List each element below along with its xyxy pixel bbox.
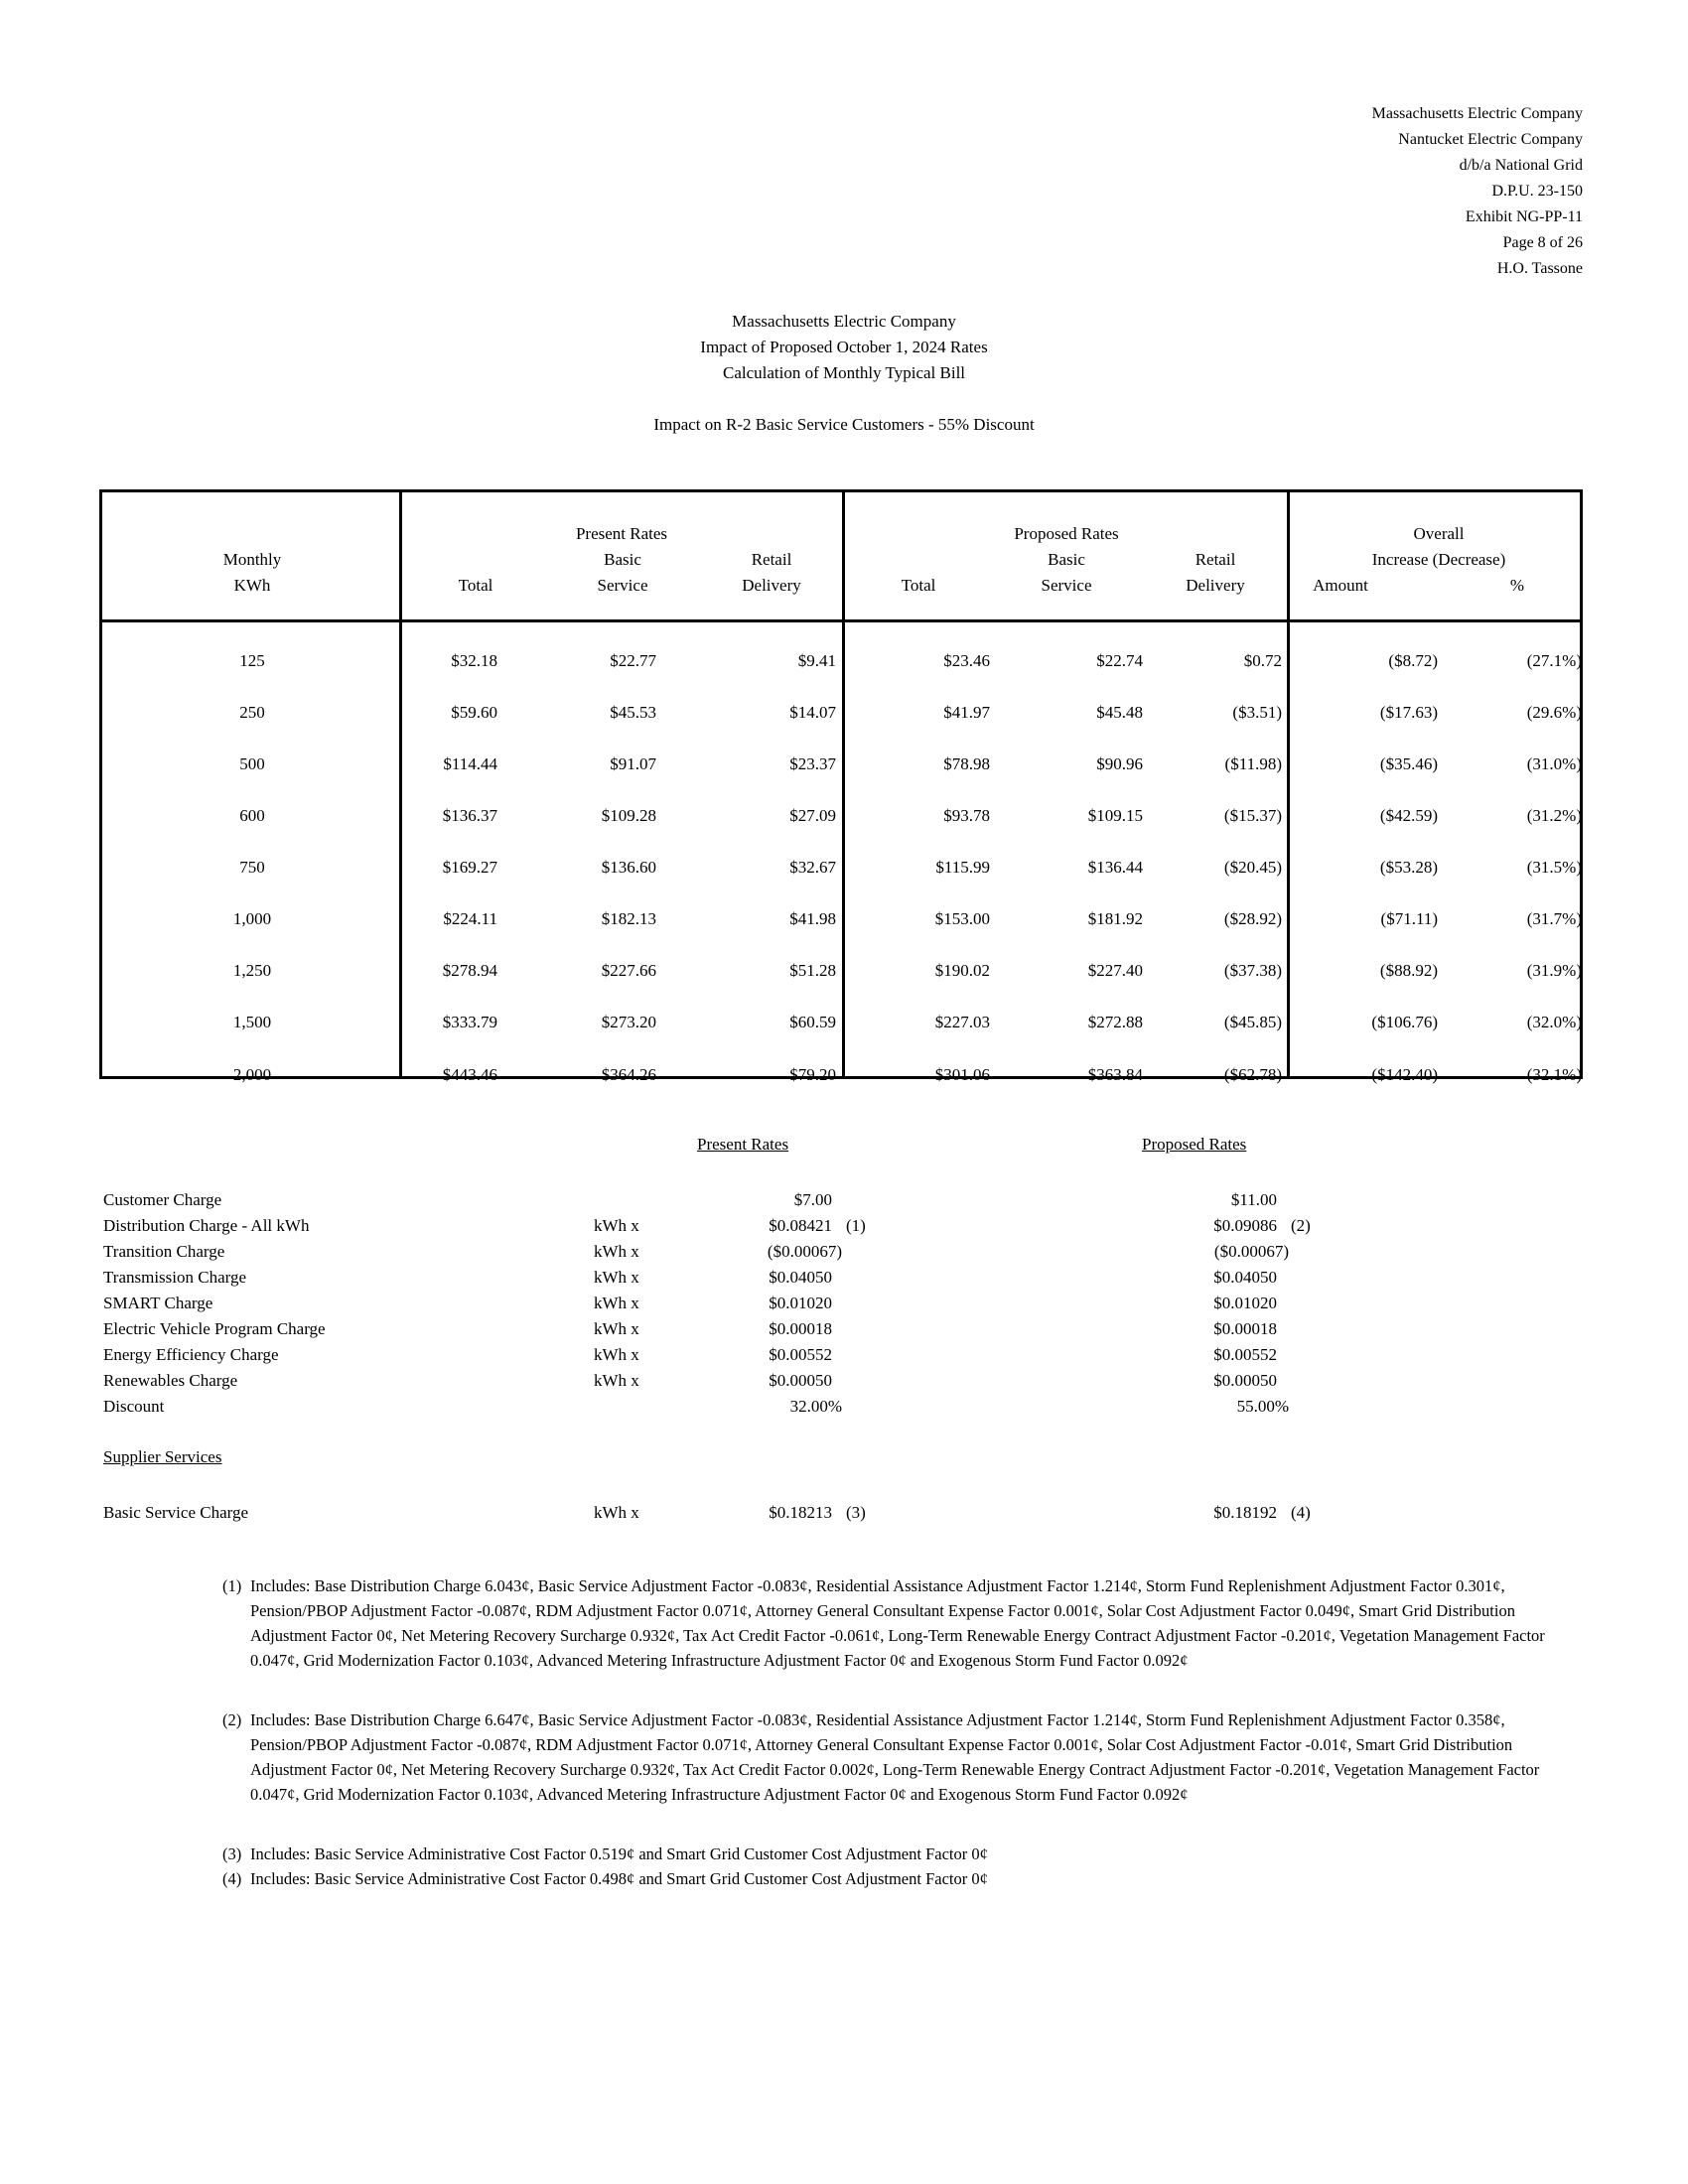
rate-unit: kWh x (594, 1268, 639, 1287)
rate-proposed-note: (2) (1291, 1216, 1311, 1235)
rate-present: $0.00018 (769, 1319, 832, 1338)
cell-proposed-retail: ($45.85) (1223, 1013, 1282, 1031)
rate-proposed: $11.00 (1230, 1190, 1277, 1209)
cell-present-total: $224.11 (443, 909, 497, 928)
rate-unit: kWh x (594, 1319, 639, 1338)
rate-row (0, 1291, 1688, 1316)
cell-proposed-total: $41.97 (943, 703, 990, 722)
rate-proposed: ($0.00067) (1213, 1242, 1289, 1261)
rate-label: Distribution Charge - All kWh (103, 1216, 310, 1235)
cell-proposed-basic: $90.96 (1096, 754, 1143, 773)
rate-row (0, 1394, 1688, 1420)
cell-proposed-retail: ($3.51) (1232, 703, 1282, 722)
cell-proposed-basic: $272.88 (1087, 1013, 1143, 1031)
cell-present-basic: $136.60 (601, 858, 656, 877)
rate-label: Customer Charge (103, 1190, 222, 1209)
cell-present-basic: $45.53 (610, 703, 656, 722)
header-line: H.O. Tassone (1496, 260, 1583, 277)
rate-label: Energy Efficiency Charge (103, 1345, 279, 1364)
title-company: Massachusetts Electric Company (732, 312, 956, 331)
cell-present-total: $32.18 (451, 651, 497, 670)
rate-label: Electric Vehicle Program Charge (103, 1319, 326, 1338)
cell-present-retail: $51.28 (789, 961, 836, 980)
rate-unit: kWh x (594, 1294, 639, 1312)
rate-present-note: (3) (846, 1503, 866, 1522)
title-calc: Calculation of Monthly Typical Bill (722, 363, 966, 382)
col-header-proposed-basic: Basic (1048, 550, 1085, 569)
rate-label: Transmission Charge (103, 1268, 247, 1287)
group-header-overall: Overall (1413, 524, 1465, 543)
rate-proposed: 55.00% (1236, 1397, 1289, 1416)
col-header-present-basic: Basic (604, 550, 641, 569)
cell-change-amount: ($142.40) (1371, 1065, 1438, 1084)
rate-label: Basic Service Charge (103, 1503, 249, 1522)
cell-present-retail: $60.59 (789, 1013, 836, 1031)
rate-row (0, 1368, 1688, 1394)
column-divider (842, 492, 845, 1076)
footnote-number: (3) (222, 1844, 242, 1863)
footnote-number: (4) (222, 1869, 242, 1888)
rates-present-header: Present Rates (697, 1135, 789, 1154)
rate-proposed: $0.04050 (1213, 1268, 1277, 1287)
col-header-monthly: Monthly (222, 550, 282, 569)
cell-proposed-basic: $136.44 (1087, 858, 1143, 877)
col-header-pct: % (1509, 576, 1525, 595)
col-header-increase: Increase (Decrease) (1371, 550, 1506, 569)
col-header-proposed-service: Service (1041, 576, 1092, 595)
header-divider (102, 619, 1580, 622)
cell-present-retail: $9.41 (797, 651, 836, 670)
rate-proposed: $0.00552 (1213, 1345, 1277, 1364)
cell-present-retail: $27.09 (789, 806, 836, 825)
col-header-proposed-delivery: Delivery (1186, 576, 1245, 595)
cell-present-total: $114.44 (443, 754, 497, 773)
document-title (0, 309, 1688, 438)
col-header-present-total: Total (458, 576, 493, 595)
rate-present: 32.00% (789, 1397, 842, 1416)
cell-present-total: $59.60 (451, 703, 497, 722)
cell-proposed-total: $227.03 (934, 1013, 990, 1031)
rate-row (0, 1213, 1688, 1239)
col-header-present-delivery: Delivery (742, 576, 801, 595)
cell-change-pct: (29.6%) (1526, 703, 1582, 722)
cell-change-pct: (32.0%) (1526, 1013, 1582, 1031)
cell-proposed-total: $153.00 (934, 909, 990, 928)
footnote-text: Includes: Basic Service Administrative Cost Factor 0.519¢ and Smart Grid Customer Cost Adjustment Factor 0¢ (250, 1844, 988, 1863)
cell-kwh: 1,000 (232, 909, 272, 928)
footnote (222, 1707, 1583, 1807)
cell-change-amount: ($53.28) (1379, 858, 1438, 877)
col-header-present-retail: Retail (751, 550, 792, 569)
cell-change-pct: (31.7%) (1526, 909, 1582, 928)
cell-change-amount: ($71.11) (1380, 909, 1438, 928)
footnote-text: Includes: Base Distribution Charge 6.043¢, Basic Service Adjustment Factor -0.083¢, Residential Assistance Adjustment Factor 1.214¢, Storm Fund Replenishment Adjustment Factor 0.301¢, Pension/PBOP Adjustment Factor -0.087¢, RDM Adjustment Factor 0.071¢, Attorney General Consultant Expense Factor 0.001¢, Solar Cost Adjustment Factor 0.049¢, Smart Grid Distribution Adjustment Factor 0¢, Net Metering Recovery Surcharge 0.932¢, Tax Act Credit Factor -0.061¢, Long-Term Renewable Energy Contract Adjustment Factor -0.201¢, Vegetation Management Factor 0.047¢, Grid Modernization Factor 0.103¢, Advanced Metering Infrastructure Adjustment Factor 0¢ and Exogenous Storm Fund Factor 0.092¢ (250, 1576, 1545, 1670)
cell-change-amount: ($88.92) (1379, 961, 1438, 980)
cell-proposed-retail: ($11.98) (1224, 754, 1282, 773)
bill-impact-table (99, 489, 1583, 1084)
cell-change-pct: (31.5%) (1526, 858, 1582, 877)
cell-proposed-total: $301.06 (934, 1065, 990, 1084)
cell-change-amount: ($17.63) (1379, 703, 1438, 722)
cell-kwh: 250 (239, 703, 265, 722)
group-header-proposed: Proposed Rates (1014, 524, 1119, 543)
col-header-amount: Amount (1313, 576, 1368, 595)
cell-present-basic: $227.66 (601, 961, 656, 980)
cell-proposed-basic: $45.48 (1096, 703, 1143, 722)
cell-change-amount: ($42.59) (1379, 806, 1438, 825)
cell-change-pct: (31.9%) (1526, 961, 1582, 980)
cell-present-basic: $182.13 (601, 909, 656, 928)
cell-kwh: 125 (239, 651, 265, 670)
rate-unit: kWh x (594, 1345, 639, 1364)
page-number: Page 8 of 26 (1502, 234, 1583, 251)
rate-row (0, 1265, 1688, 1291)
cell-present-total: $136.37 (442, 806, 497, 825)
cell-present-basic: $364.26 (601, 1065, 656, 1084)
footnote (222, 1573, 1583, 1673)
rate-present: $7.00 (793, 1190, 832, 1209)
rate-unit: kWh x (594, 1242, 639, 1261)
cell-present-total: $278.94 (442, 961, 497, 980)
rate-proposed: $0.18192 (1213, 1503, 1277, 1522)
header-line: Massachusetts Electric Company (1371, 105, 1583, 122)
rate-unit: kWh x (594, 1216, 639, 1235)
cell-change-amount: ($8.72) (1388, 651, 1438, 670)
rate-present: $0.18213 (769, 1503, 832, 1522)
col-header-present-service: Service (597, 576, 648, 595)
cell-present-retail: $79.20 (789, 1065, 836, 1084)
footnote-text: Includes: Basic Service Administrative Cost Factor 0.498¢ and Smart Grid Customer Cost Adjustment Factor 0¢ (250, 1869, 988, 1888)
cell-present-total: $333.79 (442, 1013, 497, 1031)
rate-present: $0.00050 (769, 1371, 832, 1390)
cell-proposed-retail: ($28.92) (1223, 909, 1282, 928)
header-line: d/b/a National Grid (1459, 157, 1583, 174)
rate-row (0, 1239, 1688, 1265)
cell-present-basic: $22.77 (610, 651, 656, 670)
rate-proposed: $0.09086 (1213, 1216, 1277, 1235)
rate-row (0, 1316, 1688, 1342)
cell-proposed-basic: $227.40 (1087, 961, 1143, 980)
column-divider (399, 492, 402, 1076)
supplier-services-header: Supplier Services (103, 1447, 222, 1466)
cell-present-retail: $32.67 (789, 858, 836, 877)
cell-kwh: 2,000 (232, 1065, 272, 1084)
cell-change-pct: (27.1%) (1526, 651, 1582, 670)
rate-present: $0.00552 (769, 1345, 832, 1364)
footnote (222, 1866, 1583, 1891)
col-header-proposed-retail: Retail (1195, 550, 1236, 569)
cell-proposed-total: $78.98 (943, 754, 990, 773)
header-line: Nantucket Electric Company (1398, 131, 1583, 148)
rate-present: $0.01020 (769, 1294, 832, 1312)
cell-proposed-retail: ($37.38) (1223, 961, 1282, 980)
cell-proposed-basic: $181.92 (1087, 909, 1143, 928)
cell-proposed-retail: ($62.78) (1223, 1065, 1282, 1084)
rate-label: Transition Charge (103, 1242, 225, 1261)
cell-proposed-total: $115.99 (935, 858, 990, 877)
column-divider (1287, 492, 1290, 1076)
rate-proposed-note: (4) (1291, 1503, 1311, 1522)
rate-row (0, 1187, 1688, 1213)
cell-present-retail: $41.98 (789, 909, 836, 928)
cell-proposed-retail: $0.72 (1243, 651, 1282, 670)
cell-present-retail: $14.07 (789, 703, 836, 722)
cell-kwh: 1,500 (232, 1013, 272, 1031)
footnote-text: Includes: Base Distribution Charge 6.647¢, Basic Service Adjustment Factor -0.083¢, Residential Assistance Adjustment Factor 1.214¢, Storm Fund Replenishment Adjustment Factor 0.358¢, Pension/PBOP Adjustment Factor -0.087¢, RDM Adjustment Factor 0.071¢, Attorney General Consultant Expense Factor 0.001¢, Solar Cost Adjustment Factor -0.01¢, Smart Grid Distribution Adjustment Factor 0¢, Net Metering Recovery Surcharge 0.932¢, Tax Act Credit Factor 0.002¢, Long-Term Renewable Energy Contract Adjustment Factor -0.201¢, Vegetation Management Factor 0.047¢, Grid Modernization Factor 0.103¢, Advanced Metering Infrastructure Adjustment Factor 0¢ and Exogenous Storm Fund Factor 0.092¢ (250, 1710, 1540, 1804)
rate-row-basic-service (0, 1500, 1688, 1526)
cell-present-basic: $109.28 (601, 806, 656, 825)
rate-present: $0.04050 (769, 1268, 832, 1287)
cell-proposed-retail: ($20.45) (1223, 858, 1282, 877)
rates-proposed-header: Proposed Rates (1142, 1135, 1247, 1154)
cell-proposed-basic: $363.84 (1087, 1065, 1143, 1084)
rate-proposed: $0.00050 (1213, 1371, 1277, 1390)
cell-present-retail: $23.37 (789, 754, 836, 773)
rate-row (0, 1342, 1688, 1368)
cell-present-basic: $273.20 (601, 1013, 656, 1031)
cell-proposed-total: $190.02 (934, 961, 990, 980)
col-header-kwh: KWh (233, 576, 271, 595)
cell-proposed-basic: $22.74 (1096, 651, 1143, 670)
cell-change-amount: ($106.76) (1371, 1013, 1438, 1031)
cell-change-pct: (31.0%) (1526, 754, 1582, 773)
group-header-present: Present Rates (575, 524, 668, 543)
cell-change-pct: (32.1%) (1526, 1065, 1582, 1084)
cell-present-total: $169.27 (442, 858, 497, 877)
cell-change-pct: (31.2%) (1526, 806, 1582, 825)
title-subtitle: Impact of Proposed October 1, 2024 Rates (700, 338, 988, 356)
rate-proposed: $0.00018 (1213, 1319, 1277, 1338)
col-header-proposed-total: Total (901, 576, 936, 595)
rate-present: $0.08421 (769, 1216, 832, 1235)
cell-change-amount: ($35.46) (1379, 754, 1438, 773)
rate-label: Renewables Charge (103, 1371, 238, 1390)
rate-present: ($0.00067) (767, 1242, 842, 1261)
cell-proposed-retail: ($15.37) (1223, 806, 1282, 825)
header-line: D.P.U. 23-150 (1491, 183, 1583, 200)
rate-proposed: $0.01020 (1213, 1294, 1277, 1312)
cell-kwh: 1,250 (232, 961, 272, 980)
cell-present-basic: $91.07 (610, 754, 656, 773)
cell-kwh: 500 (239, 754, 265, 773)
cell-proposed-basic: $109.15 (1087, 806, 1143, 825)
rate-label: Discount (103, 1397, 165, 1416)
header-line: Exhibit NG-PP-11 (1465, 208, 1583, 225)
cell-proposed-total: $93.78 (943, 806, 990, 825)
cell-kwh: 750 (239, 858, 265, 877)
footnote-number: (2) (222, 1710, 242, 1729)
footnote (222, 1842, 1583, 1866)
cell-present-total: $443.46 (442, 1065, 497, 1084)
footnote-number: (1) (222, 1576, 242, 1595)
cell-kwh: 600 (239, 806, 265, 825)
rate-unit: kWh x (594, 1503, 639, 1522)
rate-present-note: (1) (846, 1216, 866, 1235)
cell-proposed-total: $23.46 (943, 651, 990, 670)
rate-unit: kWh x (594, 1371, 639, 1390)
rate-label: SMART Charge (103, 1294, 213, 1312)
exhibit-header (1372, 101, 1583, 282)
title-impact: Impact on R-2 Basic Service Customers - 55% Discount (653, 415, 1035, 434)
